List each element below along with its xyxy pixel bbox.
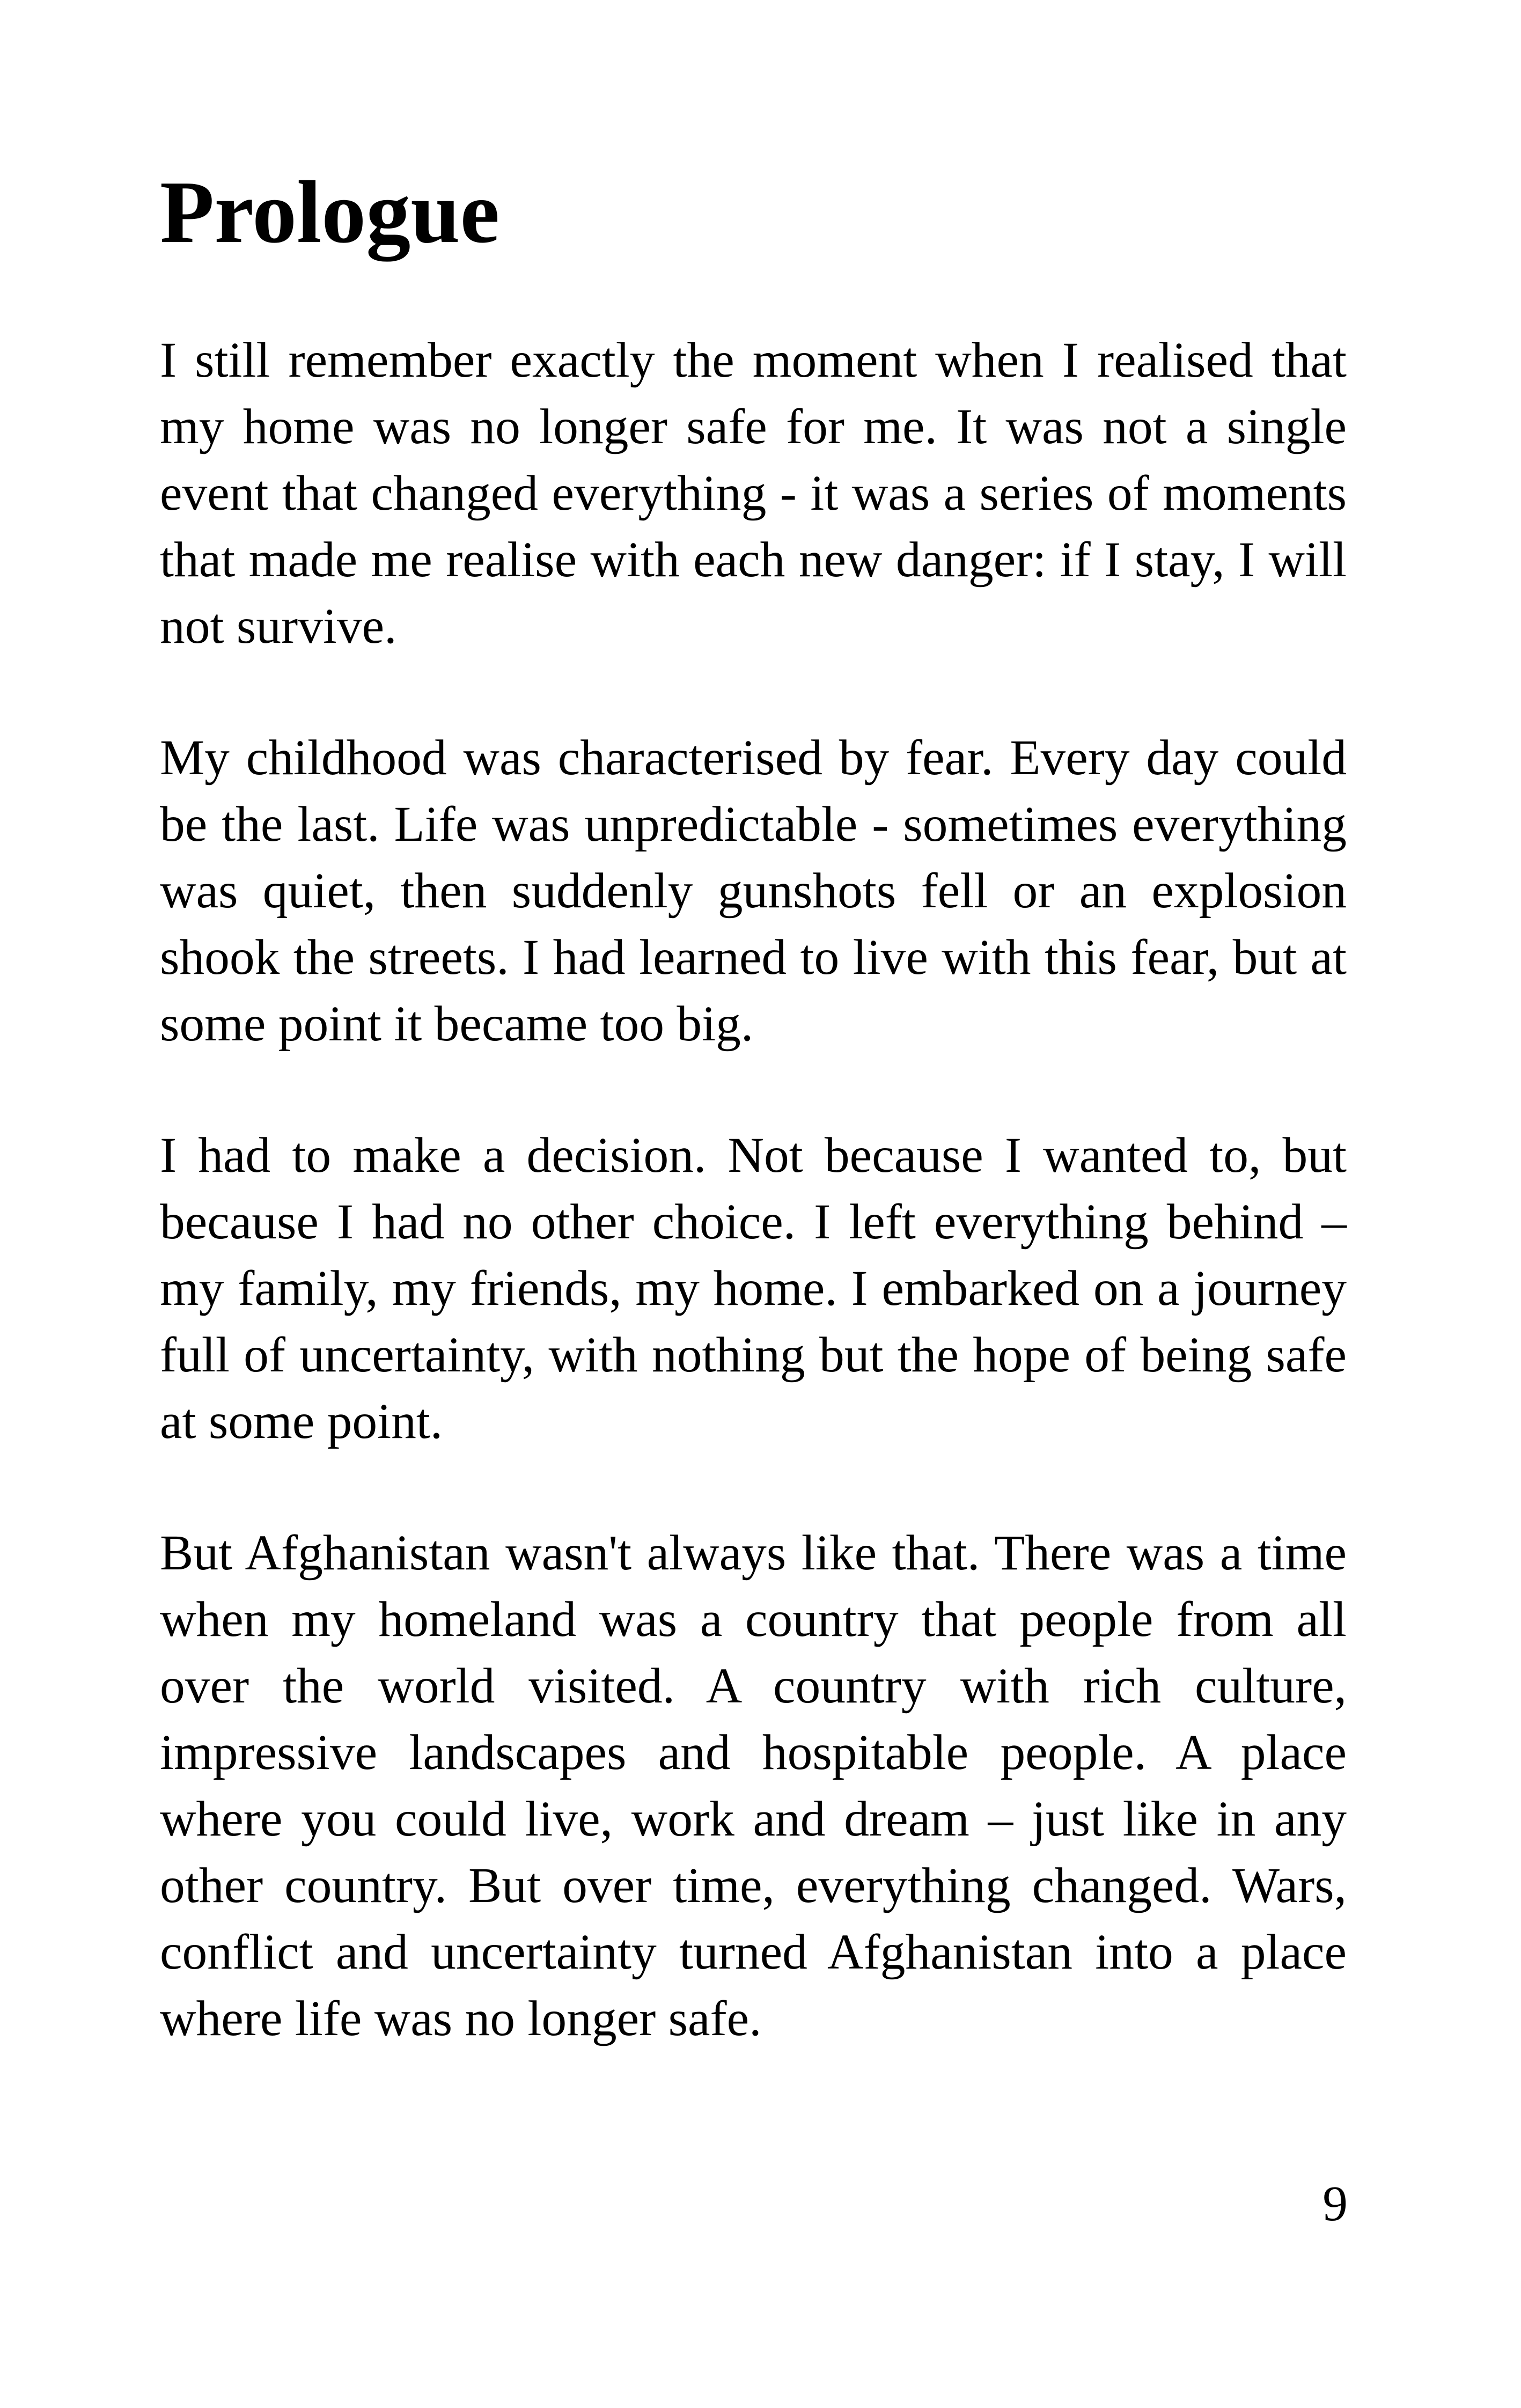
page-number: 9 — [1322, 2176, 1348, 2231]
paragraph-3: I had to make a decision. Not because I wanted to, but because I had no other choice. I left everything behind – my family, my friends, my home. I embarked on a journey full of uncertainty, with nothing but the hope of being safe at some point. — [160, 1128, 1347, 1449]
chapter-body — [160, 327, 1347, 2117]
paragraph-4: But Afghanistan wasn't always like that. There was a time when my homeland was a country that people from all over the world visited. A country with rich culture, impressive landscapes and hospitable people. A place where you could live, work and dream – just like in any other country. But over time, everything changed. Wars, conflict and uncertainty turned Afghanistan into a place where life was no longer safe. — [160, 1525, 1347, 2046]
chapter-title: Prologue — [160, 163, 500, 261]
paragraph-2: My childhood was characterised by fear. Every day could be the last. Life was unpredictable - sometimes everything was quiet, then suddenly gunshots fell or an explosion shook the streets. I had learned to live with this fear, but at some point it became too big. — [160, 730, 1347, 1052]
paragraph-1: I still remember exactly the moment when I realised that my home was no longer safe for me. It was not a single event that changed everything - it was a series of moments that made me realise with each new danger: if I stay, I will not survive. — [160, 333, 1347, 654]
